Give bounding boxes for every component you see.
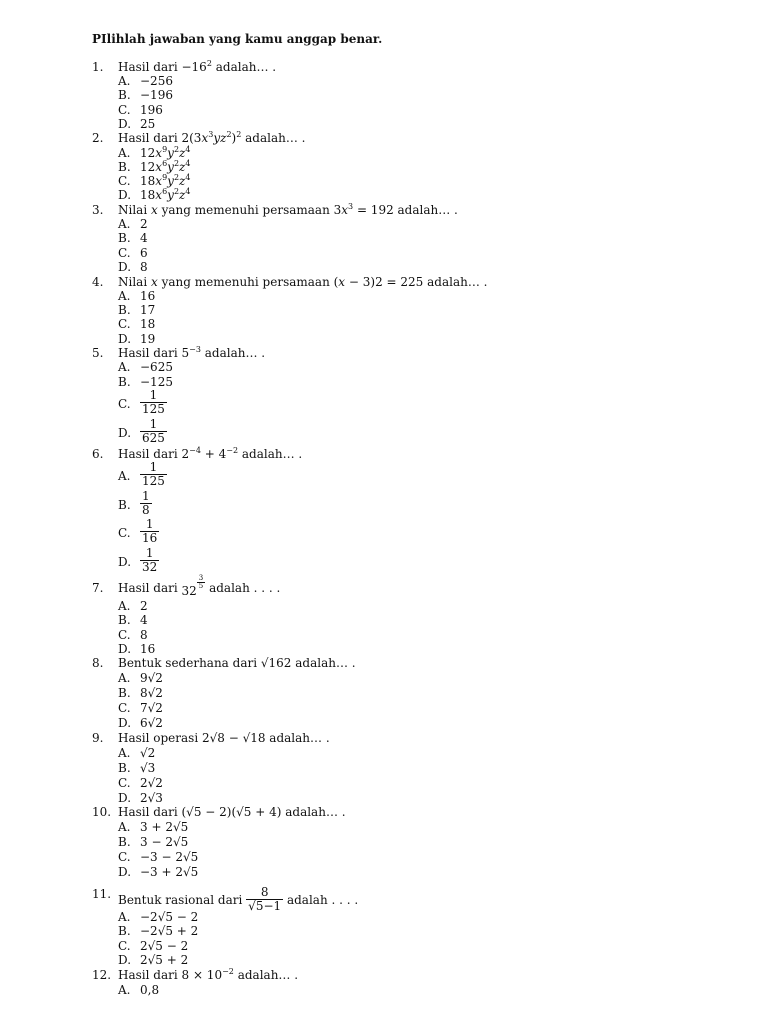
question-number: 7.: [92, 581, 104, 595]
option-label: C.: [118, 317, 131, 331]
option-text: 9√2: [140, 671, 163, 685]
option-fraction: $\frac{1}{8}$: [142, 489, 150, 517]
question-text: Nilai x yang memenuhi persamaan $3x^3 = 192$ adalah… .: [118, 202, 458, 217]
option-text: 2√5 − 2: [140, 939, 189, 953]
option-label: A.: [118, 289, 131, 303]
option-label: A.: [118, 599, 131, 613]
option-label: D.: [118, 555, 132, 569]
option-label: C.: [118, 397, 131, 411]
question-number: 12.: [92, 968, 112, 982]
option-text: 8: [140, 260, 148, 274]
option-fraction: $\frac{1}{125}$: [142, 388, 165, 416]
option-text: √3: [140, 761, 156, 775]
option-label: A.: [118, 469, 131, 483]
option-text: −3 − 2√5: [140, 850, 199, 864]
option-text: −196: [140, 88, 173, 102]
option-label: A.: [118, 746, 131, 760]
option-label: A.: [118, 217, 131, 231]
option-text: −125: [140, 375, 173, 389]
option-label: C.: [118, 939, 131, 953]
option-label: B.: [118, 375, 131, 389]
option-label: C.: [118, 246, 131, 260]
option-label: C.: [118, 701, 131, 715]
question-number: 6.: [92, 447, 104, 461]
option-text: −625: [140, 360, 173, 374]
question-text: Hasil dari 32 $\frac{3}{5}$ adalah . . . .: [118, 573, 281, 598]
question-number: 11.: [92, 887, 112, 901]
option-label: C.: [118, 526, 131, 540]
option-text: 4: [140, 231, 148, 245]
option-text: $18x^6y^2z^4$: [140, 187, 191, 202]
option-label: B.: [118, 160, 131, 174]
question-text: Hasil dari (√5 − 2)(√5 + 4) adalah… .: [118, 805, 346, 819]
option-label: C.: [118, 628, 131, 642]
question-text: Bentuk sederhana dari √162 adalah… .: [118, 656, 356, 670]
question-number: 9.: [92, 731, 104, 745]
option-label: D.: [118, 260, 132, 274]
option-text: 7√2: [140, 701, 163, 715]
option-text: 25: [140, 117, 156, 131]
option-text: $18x^9y^2z^4$: [140, 173, 191, 188]
option-text: 0,8: [140, 983, 160, 997]
option-text: 2: [140, 599, 148, 613]
question-text: Hasil dari $2(3x^3yz^2)^2$ adalah… .: [118, 130, 306, 145]
option-text: 2√5 + 2: [140, 953, 189, 967]
option-text: 18: [140, 317, 156, 331]
question-number: 5.: [92, 346, 104, 360]
option-label: A.: [118, 146, 131, 160]
option-text: −3 + 2√5: [140, 865, 199, 879]
option-text: 196: [140, 103, 163, 117]
option-label: A.: [118, 983, 131, 997]
option-label: A.: [118, 820, 131, 834]
option-label: B.: [118, 498, 131, 512]
question-text: Hasil dari $2^{-4} + 4^{-2}$ adalah… .: [118, 446, 303, 461]
option-label: C.: [118, 776, 131, 790]
question-number: 4.: [92, 275, 104, 289]
option-text: √2: [140, 746, 156, 760]
option-label: D.: [118, 716, 132, 730]
option-label: A.: [118, 910, 131, 924]
question-number: 3.: [92, 203, 104, 217]
option-text: 2√3: [140, 791, 163, 805]
option-label: B.: [118, 924, 131, 938]
option-text: −256: [140, 74, 173, 88]
option-label: D.: [118, 865, 132, 879]
option-text: 4: [140, 613, 148, 627]
option-text: 6: [140, 246, 148, 260]
option-label: D.: [118, 332, 132, 346]
option-text: 3 − 2√5: [140, 835, 189, 849]
option-text: $12x^9y^2z^4$: [140, 145, 191, 160]
question-text: Hasil dari $5^{-3}$ adalah… .: [118, 345, 266, 360]
question-text: Hasil dari $8 \times 10^{-2}$ adalah… .: [118, 967, 299, 982]
question-number: 10.: [92, 805, 112, 819]
option-text: −2√5 − 2: [140, 910, 199, 924]
option-label: B.: [118, 613, 131, 627]
option-label: A.: [118, 671, 131, 685]
option-text: 2√2: [140, 776, 163, 790]
question-number: 8.: [92, 656, 104, 670]
option-fraction: $\frac{1}{625}$: [142, 417, 165, 445]
option-text: 16: [140, 642, 156, 656]
option-fraction: $\frac{1}{16}$: [142, 517, 158, 545]
option-label: B.: [118, 303, 131, 317]
option-label: B.: [118, 231, 131, 245]
option-text: 8: [140, 628, 148, 642]
option-label: C.: [118, 103, 131, 117]
option-label: B.: [118, 686, 131, 700]
question-text: Hasil operasi 2√8 − √18 adalah… .: [118, 731, 330, 745]
option-fraction: $\frac{1}{125}$: [142, 460, 165, 488]
question-number: 2.: [92, 131, 104, 145]
instruction-title: PIlihlah jawaban yang kamu anggap benar.: [92, 32, 383, 46]
option-label: D.: [118, 791, 132, 805]
option-text: 17: [140, 303, 156, 317]
option-label: D.: [118, 117, 132, 131]
option-text: $12x^6y^2z^4$: [140, 159, 191, 174]
option-label: B.: [118, 761, 131, 775]
option-fraction: $\frac{1}{32}$: [142, 546, 158, 574]
option-text: 8√2: [140, 686, 163, 700]
option-label: D.: [118, 188, 132, 202]
option-text: 2: [140, 217, 148, 231]
option-label: D.: [118, 426, 132, 440]
option-label: A.: [118, 74, 131, 88]
option-label: B.: [118, 835, 131, 849]
option-label: C.: [118, 850, 131, 864]
option-text: 6√2: [140, 716, 163, 730]
option-label: A.: [118, 360, 131, 374]
option-text: 3 + 2√5: [140, 820, 189, 834]
option-text: 16: [140, 289, 156, 303]
option-label: B.: [118, 88, 131, 102]
option-label: D.: [118, 953, 132, 967]
option-label: D.: [118, 642, 132, 656]
option-text: −2√5 + 2: [140, 924, 199, 938]
option-label: C.: [118, 174, 131, 188]
question-text: Nilai x yang memenuhi persamaan (x − 3)2 = 225 adalah… .: [118, 275, 488, 289]
question-text: Bentuk rasional dari $\frac{8}{√5-1}$ adalah . . . .: [118, 885, 359, 913]
option-text: 19: [140, 332, 156, 346]
question-number: 1.: [92, 60, 104, 74]
question-text: Hasil dari $-16^2$ adalah… .: [118, 59, 277, 74]
